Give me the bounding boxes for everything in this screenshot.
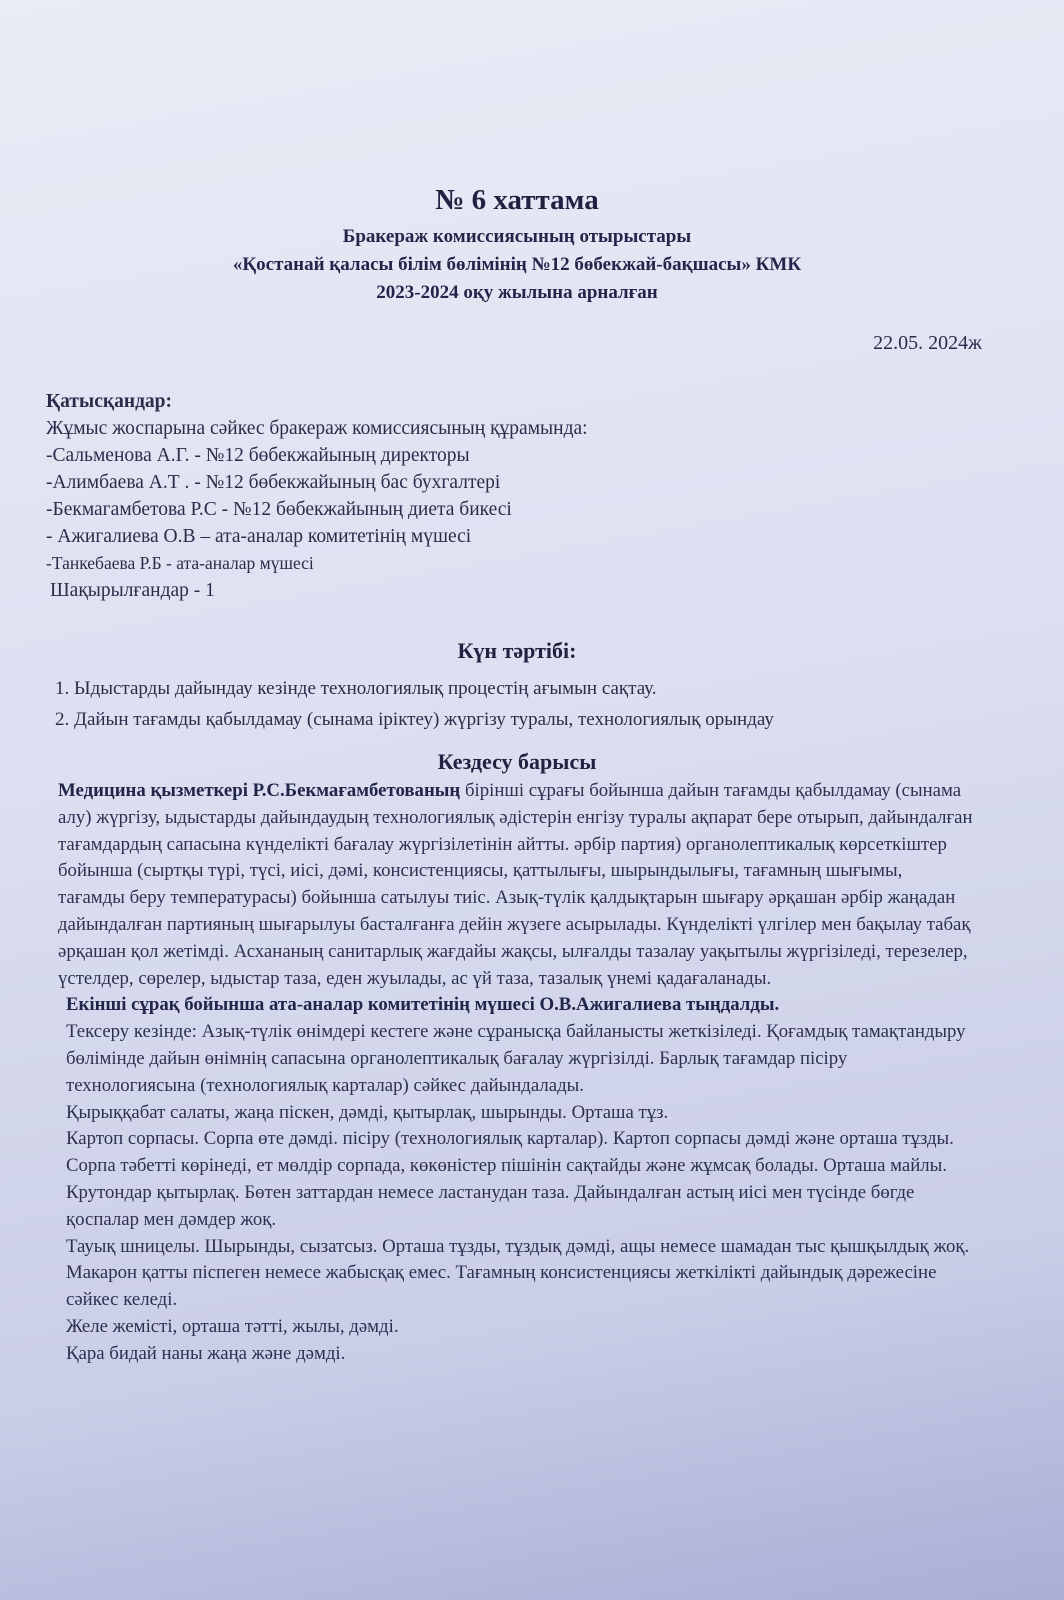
attendee-item: -Танкебаева Р.Б - ата-аналар мүшесі [46, 553, 314, 573]
attendees-heading: Қатысқандар: [46, 391, 173, 412]
invited-count: Шақырылғандар - 1 [50, 580, 215, 601]
attendee-item: -Бекмагамбетова Р.С - №12 бөбекжайының диета бикесі [46, 499, 512, 520]
agenda-item: 1. Ыдыстарды дайындау кезінде технологиялық процестің ағымын сақтау. [55, 678, 657, 699]
paragraph-schnitzel: Тауық шницелы. Шырынды, сызатсыз. Орташа тұзды, тұздық дәмді, ащы немесе шамадан тыс қышқылдық жоқ. Макарон қатты піспеген немесе жабысқақ емес. Тағамның консистенциясы жеткілікті дайындық дәрежесіне сәйкес келеді. [66, 1235, 970, 1311]
attendees-section [46, 388, 588, 604]
speaker-name: Медицина қызметкері Р.С.Бекмағамбетованың [58, 780, 461, 801]
paragraph-salad: Қырыққабат салаты, жаңа піскен, дәмді, қытырлақ, шырынды. Орташа тұз. [66, 1101, 669, 1123]
attendee-item: - Ажигалиева О.В – ата-аналар комитетінің мүшесі [46, 526, 472, 547]
agenda-item: 2. Дайын тағамды қабылдамау (сынама іріктеу) жүргізу туралы, технологиялық орындау [55, 709, 774, 730]
page-title: № 6 хаттама [435, 184, 599, 216]
protocol-date: 22.05. 2024ж [873, 332, 982, 354]
agenda-heading: Күн тәртібі: [457, 638, 577, 663]
academic-year: 2023-2024 оқу жылына арналған [376, 282, 658, 303]
paragraph-first-question [58, 778, 973, 992]
organization-name: «Қостанай қаласы білім бөлімінің №12 бөбекжай-бақшасы» КМК [232, 254, 802, 275]
paragraph-jelly: Желе жемісті, орташа тәтті, жылы, дәмді. [66, 1315, 399, 1337]
paragraph-second-question [58, 992, 973, 1019]
paragraph-inspection: Тексеру кезінде: Азық-түлік өнімдері кестеге және сұранысқа байланысты жеткізіледі. Қоғамдық тамақтандыру бөлімінде дайын өнімнің сапасына органолептикалық бағалау жүргізілді. Барлық тағамдар пісіру технологиясына (технологиялық карталар) сәйкес дайындалады. [66, 1021, 966, 1096]
attendees-intro: Жұмыс жоспарына сәйкес бракераж комиссиясының құрамында: [46, 418, 588, 439]
meeting-body [58, 778, 973, 1368]
paragraph-bread: Қара бидай наны жаңа және дәмді. [66, 1342, 346, 1364]
commission-subtitle: Бракераж комиссиясының отырыстары [342, 226, 692, 247]
paragraph-text: бірінші сұрағы бойынша дайын тағамды қабылдамау (сынама алу) жүргізу, ыдыстарды дайындаудың технологиялық әдістерін енгізу туралы ақпарат бере отырып, дайындалған тағамдардың сапасына күнделікті бағалау жүргізілетінін айтты. әрбір партия) органолептикалық көрсеткіштер бойынша (сыртқы түрі, түсі, иісі, дәмі, консистенциясы, қаттылығы, шырындылығы, тағамның шығымы, тағамды беру температурасы) бойынша сатылуы тиіс. Азық-түлік қалдықтарын шығару әрқашан әрбір жаңадан дайындалған партияның шығарылуы басталғанға дейін жүзеге асырылады. Күнделікті үлгілер мен бақылау табақ әрқашан қол жетімді. Асхананың санитарлық жағдайы жақсы, ылғалды тазалау уақытылы жүргізіледі, терезелер, үстелдер, сөрелер, ыдыстар таза, еден жуылады, ас үй таза, тазалық үнемі қадағаланады. [58, 780, 973, 989]
meeting-heading: Кездесу барысы [437, 749, 597, 774]
paragraph-soup: Картоп сорпасы. Сорпа өте дәмді. пісіру (технологиялық карталар). Картоп сорпасы дәмді және орташа тұзды. Сорпа тәбетті көрінеді, ет мөлдір сорпада, көкөністер пішінін сақтайды және жұмсақ болады. Орташа майлы. Крутондар қытырлақ. Бөтен заттардан немесе ластанудан таза. Дайындалған астың иісі мен түсінде бөгде қоспалар мен дәмдер жоқ. [66, 1128, 954, 1230]
attendee-item: -Алимбаева А.Т . - №12 бөбекжайының бас бухгалтері [46, 472, 501, 493]
attendee-item: -Сальменова А.Г. - №12 бөбекжайының директоры [46, 445, 470, 466]
speaker-line: Екінші сұрақ бойынша ата-аналар комитетінің мүшесі О.В.Ажигалиева тыңдалды. [66, 994, 780, 1016]
agenda-list [55, 673, 774, 735]
